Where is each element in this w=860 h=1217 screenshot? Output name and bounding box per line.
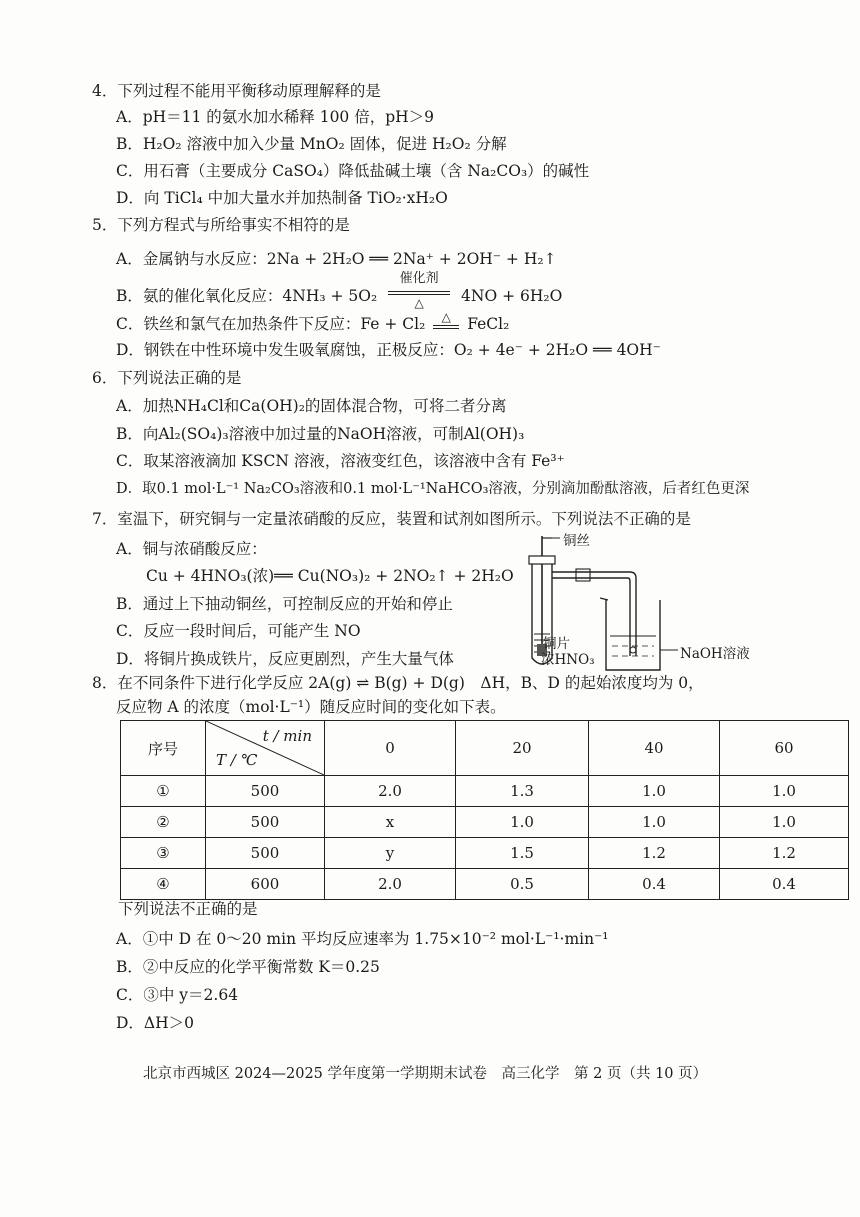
cell: 1.0 [589, 776, 720, 807]
condition-arrow [386, 271, 452, 310]
q8-option-a: A．①中 D 在 0～20 min 平均反应速率为 1.75×10⁻² mol·L⁻¹·min⁻¹ [116, 930, 609, 948]
cell: y [325, 838, 456, 869]
catalyst-label: 催化剂 [399, 271, 439, 286]
q6-option-a: A．加热NH₄Cl和Ca(OH)₂的固体混合物，可将二者分离 [116, 397, 507, 415]
q8-option-b: B．②中反应的化学平衡常数 K＝0.25 [116, 958, 380, 976]
cell: 0.5 [456, 869, 589, 900]
header-time-40: 40 [589, 721, 720, 776]
row-id: ③ [121, 838, 206, 869]
table-row [121, 776, 849, 807]
q4-option-a: A．pH＝11 的氨水加水稀释 100 倍，pH＞9 [116, 108, 435, 126]
q6-option-c: C．取某溶液滴加 KSCN 溶液，溶液变红色，该溶液中含有 Fe³⁺ [116, 452, 565, 470]
row-temp: 600 [206, 869, 325, 900]
row-id: ② [121, 807, 206, 838]
cell: 1.3 [456, 776, 589, 807]
label-conc-nitric-acid: 浓HNO₃ [541, 652, 595, 668]
header-temp-label: T / ℃ [216, 751, 258, 769]
row-temp: 500 [206, 807, 325, 838]
question-7-stem: 7．室温下，研究铜与一定量浓硝酸的反应，装置和试剂如图所示。下列说法不正确的是 [92, 510, 691, 528]
heat-arrow [432, 310, 460, 336]
cell: 1.0 [720, 776, 849, 807]
cell: 1.2 [720, 838, 849, 869]
row-id: ④ [121, 869, 206, 900]
question-8-stem: 8．在不同条件下进行化学反应 2A(g) ⇌ B(g) + D(g) ΔH，B、D 的起始浓度均为 0， [92, 674, 704, 692]
cell: 1.0 [456, 807, 589, 838]
q6-option-b: B．向Al₂(SO₄)₃溶液中加过量的NaOH溶液，可制Al(OH)₃ [116, 425, 525, 443]
stopper [529, 556, 555, 564]
label-copper-piece: 铜片 [543, 636, 570, 652]
q4-option-c: C．用石膏（主要成分 CaSO₄）降低盐碱土壤（含 Na₂CO₃）的碱性 [116, 162, 590, 180]
heat-label: △ [414, 296, 424, 310]
table-row [121, 869, 849, 900]
q5-c-left: C．铁丝和氯气在加热条件下反应：Fe + Cl₂ [116, 315, 426, 333]
heat-label: △ [441, 310, 451, 324]
q5-option-c [116, 310, 510, 336]
label-copper-wire: 铜丝 [563, 533, 590, 549]
q5-b-right: 4NO + 6H₂O [461, 287, 563, 305]
header-time-0: 0 [325, 721, 456, 776]
beaker [606, 600, 660, 670]
question-4-stem: 4．下列过程不能用平衡移动原理解释的是 [92, 82, 381, 100]
q8-option-d: D．ΔH＞0 [116, 1014, 194, 1032]
q7-option-b: B．通过上下抽动铜丝，可控制反应的开始和停止 [116, 595, 453, 613]
q5-option-b [116, 271, 563, 314]
q7-option-a: A．铜与浓硝酸反应： [116, 540, 267, 558]
header-time-20: 20 [456, 721, 589, 776]
cell: 1.0 [720, 807, 849, 838]
table-row [121, 807, 849, 838]
q5-b-left: B．氨的催化氧化反应：4NH₃ + 5O₂ [116, 287, 378, 305]
table-row [121, 838, 849, 869]
cell: 1.0 [589, 807, 720, 838]
cell: 2.0 [325, 869, 456, 900]
label-naoh-solution: NaOH溶液 [680, 646, 750, 662]
q5-c-right: FeCl₂ [467, 315, 510, 333]
cell: 2.0 [325, 776, 456, 807]
q7-option-d: D．将铜片换成铁片，反应更剧烈，产生大量气体 [116, 650, 454, 668]
header-index: 序号 [121, 721, 206, 776]
q7-option-a-equation: Cu + 4HNO₃(浓)══ Cu(NO₃)₂ + 2NO₂↑ + 2H₂O [146, 567, 514, 585]
q5-option-d: D．钢铁在中性环境中发生吸氧腐蚀，正极反应：O₂ + 4e⁻ + 2H₂O ══ 4OH⁻ [116, 341, 661, 359]
question-8-stem-line2: 反应物 A 的浓度（mol·L⁻¹）随反应时间的变化如下表。 [116, 698, 506, 716]
row-temp: 500 [206, 838, 325, 869]
equals-arrow-line [433, 325, 459, 329]
q8-option-c: C．③中 y＝2.64 [116, 986, 239, 1004]
q6-option-d: D．取0.1 mol·L⁻¹ Na₂CO₃溶液和0.1 mol·L⁻¹NaHCO₃溶液，分别滴加酚酞溶液，后者红色更深 [116, 481, 750, 497]
row-temp: 500 [206, 776, 325, 807]
page-footer: 北京市西城区 2024—2025 学年度第一学期期末试卷 高三化学 第 2 页（共 10 页） [143, 1066, 708, 1082]
cell: 1.2 [589, 838, 720, 869]
q4-option-b: B．H₂O₂ 溶液中加入少量 MnO₂ 固体，促进 H₂O₂ 分解 [116, 135, 507, 153]
q8-sub-stem: 下列说法不正确的是 [118, 900, 258, 918]
q5-option-a: A．金属钠与水反应：2Na + 2H₂O ══ 2Na⁺ + 2OH⁻ + H₂↑ [116, 250, 557, 268]
question-5-stem: 5．下列方程式与所给事实不相符的是 [92, 216, 350, 234]
header-diagonal [206, 721, 325, 776]
cell: x [325, 807, 456, 838]
cell: 0.4 [589, 869, 720, 900]
concentration-table [120, 720, 849, 900]
cell: 1.5 [456, 838, 589, 869]
row-id: ① [121, 776, 206, 807]
question-6-stem: 6．下列说法正确的是 [92, 369, 242, 387]
q7-option-c: C．反应一段时间后，可能产生 NO [116, 622, 361, 640]
table-header-row [121, 721, 849, 776]
cell: 0.4 [720, 869, 849, 900]
header-time-60: 60 [720, 721, 849, 776]
q4-option-d: D．向 TiCl₄ 中加大量水并加热制备 TiO₂·xH₂O [116, 189, 448, 207]
header-time-label: t / min [262, 727, 312, 745]
